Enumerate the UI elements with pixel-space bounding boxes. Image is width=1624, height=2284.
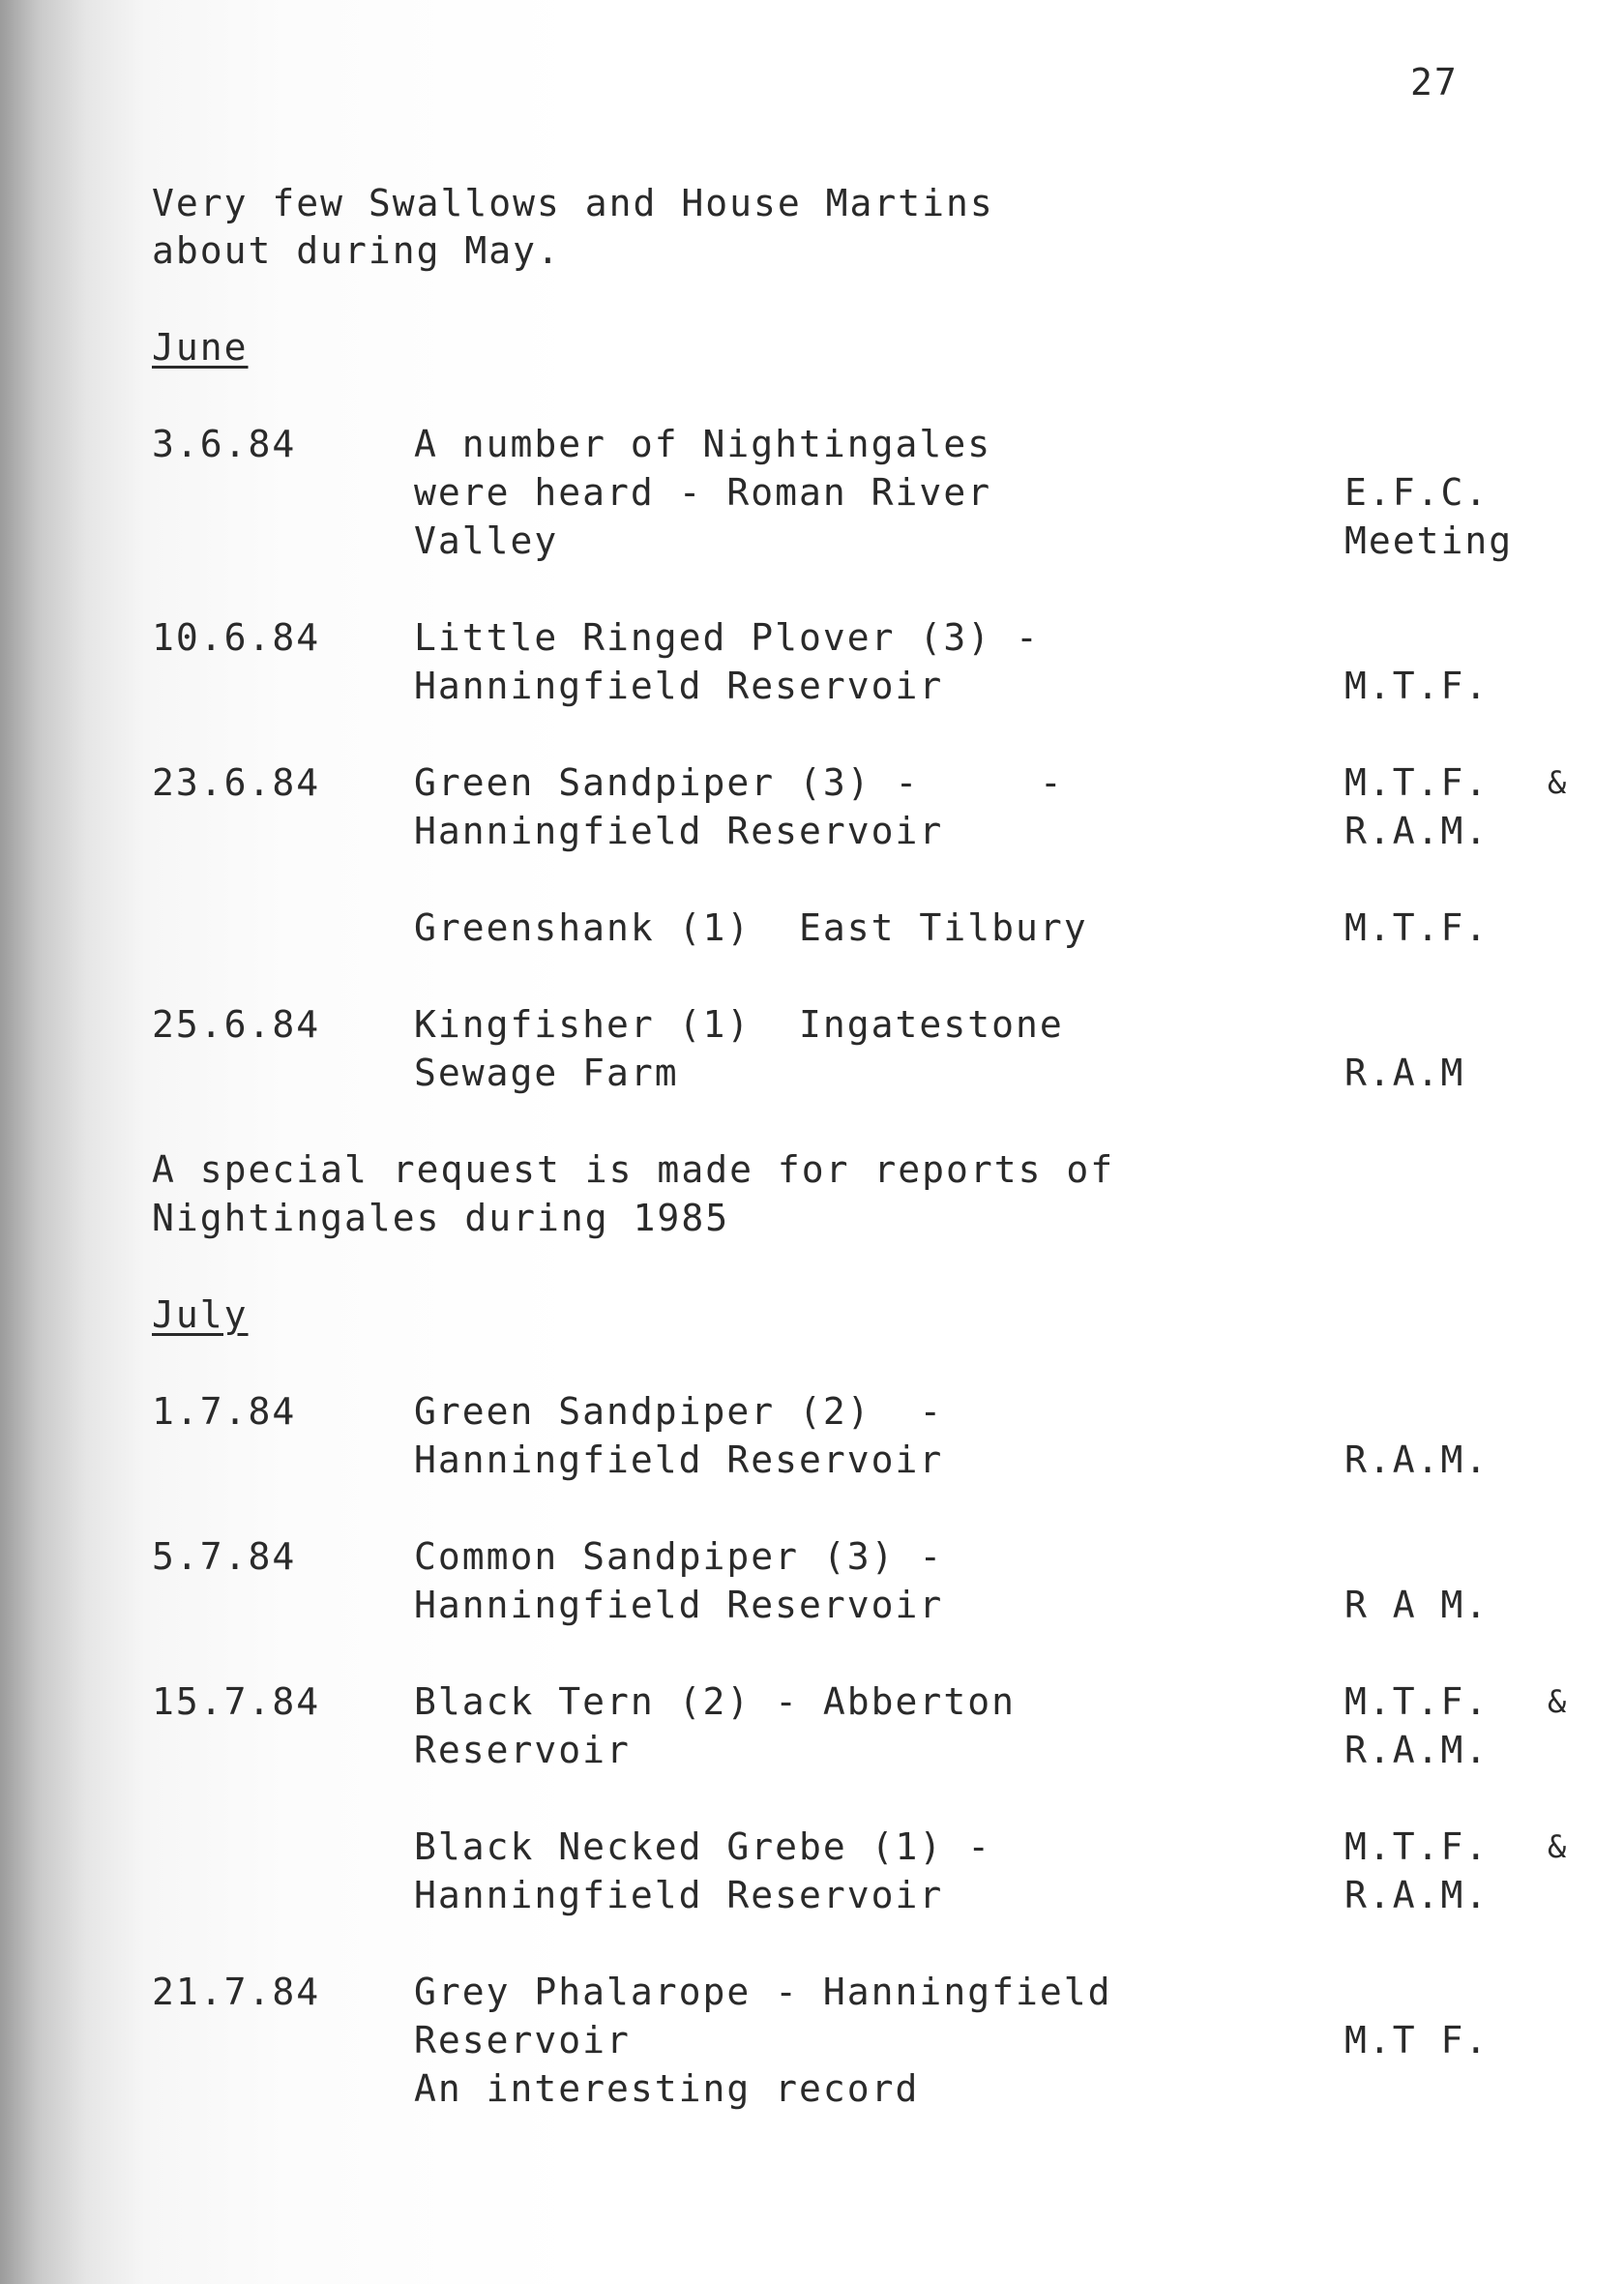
- entry-text-line: Greenshank (1) East Tilbury: [414, 906, 1088, 949]
- entry-text-line: Hanningfield Reservoir: [414, 1439, 944, 1481]
- entry-text-line: were heard - Roman River: [414, 471, 992, 514]
- entry-text-line: Green Sandpiper (2) -: [414, 1390, 944, 1433]
- entry-observer: M.T F.: [1344, 2019, 1490, 2062]
- entry-observer: R.A.M.: [1344, 1439, 1490, 1481]
- entry-text-line: Little Ringed Plover (3) -: [414, 616, 1040, 659]
- section-heading-july: July: [152, 1293, 249, 1336]
- entry-text-line: Common Sandpiper (3) -: [414, 1535, 944, 1578]
- entry-date: 1.7.84: [152, 1390, 297, 1433]
- page-number: 27: [1410, 61, 1459, 104]
- entry-text-line: A number of Nightingales: [414, 423, 992, 465]
- entry-text-line: Black Necked Grebe (1) -: [414, 1825, 992, 1868]
- entry-observer: R.A.M.: [1344, 1874, 1490, 1916]
- entry-date: 10.6.84: [152, 616, 321, 659]
- entry-date: 3.6.84: [152, 423, 297, 465]
- entry-observer: R.A.M.: [1344, 810, 1490, 852]
- entry-date: 15.7.84: [152, 1680, 321, 1723]
- entry-date: 5.7.84: [152, 1535, 297, 1578]
- intro-line-2: about during May.: [152, 229, 561, 272]
- entry-text-line: Sewage Farm: [414, 1052, 679, 1094]
- entry-text-line: Grey Phalarope - Hanningfield: [414, 1971, 1112, 2013]
- entry-text-line: Hanningfield Reservoir: [414, 665, 944, 707]
- entry-observer: Meeting: [1344, 519, 1514, 562]
- special-request-line-1: A special request is made for reports of: [152, 1148, 1115, 1191]
- entry-observer: M.T.F.: [1344, 665, 1490, 707]
- entry-observer: M.T.F.: [1344, 1680, 1490, 1723]
- entry-text-line: Green Sandpiper (3) - -: [414, 761, 1064, 804]
- entry-observer: R A M.: [1344, 1584, 1490, 1626]
- entry-observer: R.A.M.: [1344, 1729, 1490, 1771]
- entry-date: 21.7.84: [152, 1971, 321, 2013]
- entry-text-line: An interesting record: [414, 2067, 920, 2110]
- entry-observer: M.T.F.: [1344, 761, 1490, 804]
- entry-text-line: Reservoir: [414, 2019, 631, 2062]
- special-request-line-2: Nightingales during 1985: [152, 1197, 730, 1239]
- entry-text-line: Valley: [414, 519, 559, 562]
- entry-observer-ampersand: &: [1548, 1683, 1569, 1720]
- entry-text-line: Kingfisher (1) Ingatestone: [414, 1003, 1064, 1046]
- entry-observer: R.A.M: [1344, 1052, 1465, 1094]
- entry-date: 25.6.84: [152, 1003, 321, 1046]
- entry-date: 23.6.84: [152, 761, 321, 804]
- intro-line-1: Very few Swallows and House Martins: [152, 182, 994, 224]
- entry-observer-ampersand: &: [1548, 1828, 1569, 1865]
- section-heading-june: June: [152, 326, 249, 369]
- entry-text-line: Reservoir: [414, 1729, 631, 1771]
- entry-text-line: Black Tern (2) - Abberton: [414, 1680, 1016, 1723]
- entry-text-line: Hanningfield Reservoir: [414, 1584, 944, 1626]
- entry-observer: M.T.F.: [1344, 1825, 1490, 1868]
- entry-text-line: Hanningfield Reservoir: [414, 1874, 944, 1916]
- entry-observer: M.T.F.: [1344, 906, 1490, 949]
- entry-observer: E.F.C.: [1344, 471, 1490, 514]
- entry-observer-ampersand: &: [1548, 764, 1569, 801]
- entry-text-line: Hanningfield Reservoir: [414, 810, 944, 852]
